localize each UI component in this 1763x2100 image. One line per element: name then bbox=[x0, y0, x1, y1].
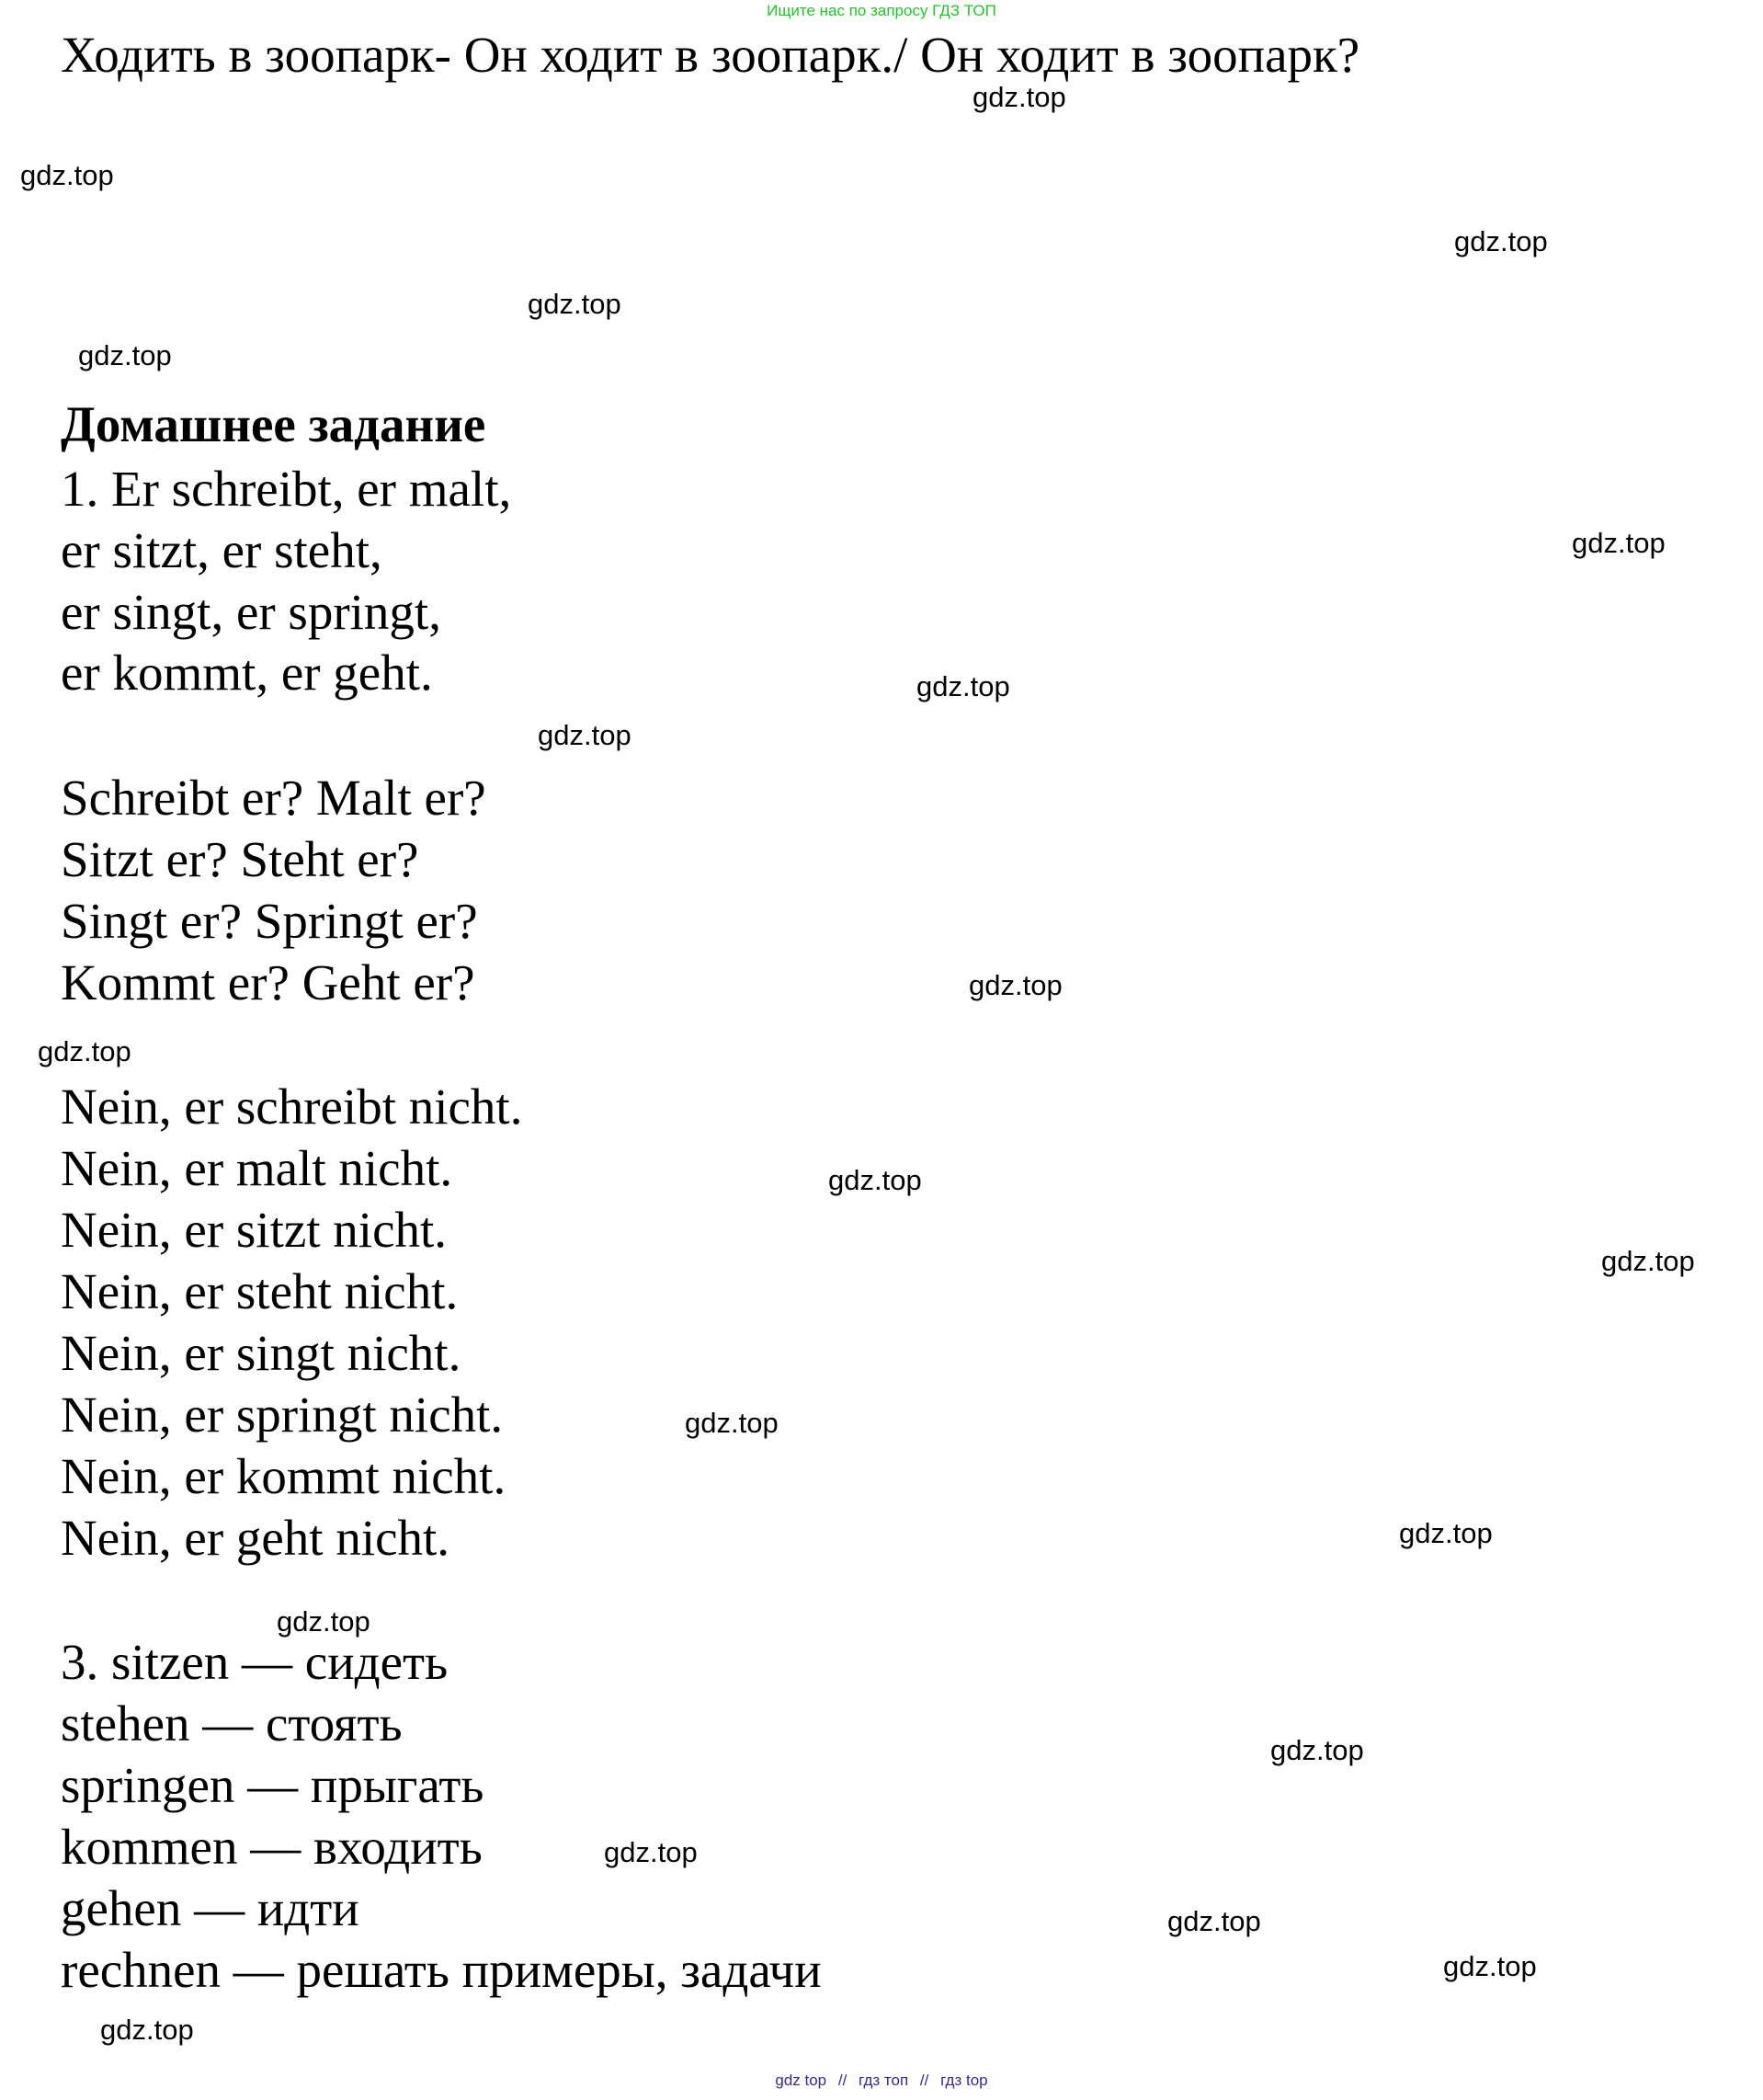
vocab-line: stehen — стоять bbox=[61, 1695, 403, 1752]
answer-line: Nein, er sitzt nicht. bbox=[61, 1202, 448, 1258]
footer-separator: // bbox=[919, 2071, 929, 2089]
watermark: gdz.top bbox=[969, 969, 1063, 1001]
watermark: gdz.top bbox=[538, 719, 631, 751]
footer-text: gdz top bbox=[775, 2071, 827, 2089]
homework-heading: Домашнее задание bbox=[61, 396, 486, 452]
vocab-line: rechnen — решать примеры, задачи bbox=[61, 1942, 822, 1998]
watermark: gdz.top bbox=[1167, 1905, 1261, 1937]
question-line: Singt er? Springt er? bbox=[61, 893, 478, 949]
watermark: gdz.top bbox=[528, 288, 621, 320]
question-line: Schreibt er? Malt er? bbox=[61, 770, 486, 826]
footer-text: гдз top bbox=[940, 2071, 988, 2089]
watermark: gdz.top bbox=[1270, 1734, 1364, 1766]
footer-separator: // bbox=[837, 2071, 847, 2089]
answer-line: Nein, er geht nicht. bbox=[61, 1510, 450, 1566]
answer-line: Nein, er singt nicht. bbox=[61, 1325, 461, 1381]
answer-line: Nein, er kommt nicht. bbox=[61, 1448, 506, 1504]
statement-line: er singt, er springt, bbox=[61, 584, 441, 640]
watermark: gdz.top bbox=[1399, 1517, 1493, 1549]
vocab-line: 3. sitzen — сидеть bbox=[61, 1634, 449, 1690]
watermark: gdz.top bbox=[1601, 1245, 1695, 1277]
footer-text: гдз топ bbox=[859, 2071, 909, 2089]
watermark: gdz.top bbox=[916, 670, 1010, 702]
watermark: gdz.top bbox=[1443, 1950, 1537, 1982]
watermark: gdz.top bbox=[277, 1605, 370, 1638]
watermark: gdz.top bbox=[1572, 527, 1666, 559]
watermark: gdz.top bbox=[1454, 225, 1548, 257]
watermark: gdz.top bbox=[38, 1035, 131, 1067]
vocab-line: kommen — входить bbox=[61, 1819, 483, 1875]
statement-line: 1. Er schreibt, er malt, bbox=[61, 461, 512, 517]
statement-line: er sitzt, er steht, bbox=[61, 522, 382, 578]
top-banner: Ищите нас по запросу ГДЗ ТОП bbox=[767, 2, 996, 19]
answer-line: Nein, er schreibt nicht. bbox=[61, 1079, 523, 1135]
question-line: Kommt er? Geht er? bbox=[61, 954, 475, 1010]
watermark: gdz.top bbox=[20, 159, 114, 191]
footer-watermark bbox=[0, 2071, 1763, 2090]
vocab-line: springen — прыгать bbox=[61, 1757, 484, 1813]
answer-line: Nein, er springt nicht. bbox=[61, 1387, 504, 1443]
watermark: gdz.top bbox=[78, 339, 172, 371]
watermark: gdz.top bbox=[972, 81, 1066, 113]
statement-line: er kommt, er geht. bbox=[61, 645, 433, 701]
watermark: gdz.top bbox=[100, 2014, 194, 2046]
watermark: gdz.top bbox=[604, 1836, 698, 1868]
question-line: Sitzt er? Steht er? bbox=[61, 831, 419, 887]
vocab-line: gehen — идти bbox=[61, 1880, 359, 1936]
watermark: gdz.top bbox=[828, 1164, 922, 1196]
answer-line: Nein, er steht nicht. bbox=[61, 1263, 459, 1319]
intro-sentence: Ходить в зоопарк- Он ходит в зоопарк./ Он ходит в зоопарк? bbox=[61, 27, 1360, 83]
answer-line: Nein, er malt nicht. bbox=[61, 1140, 453, 1196]
watermark: gdz.top bbox=[685, 1407, 779, 1439]
